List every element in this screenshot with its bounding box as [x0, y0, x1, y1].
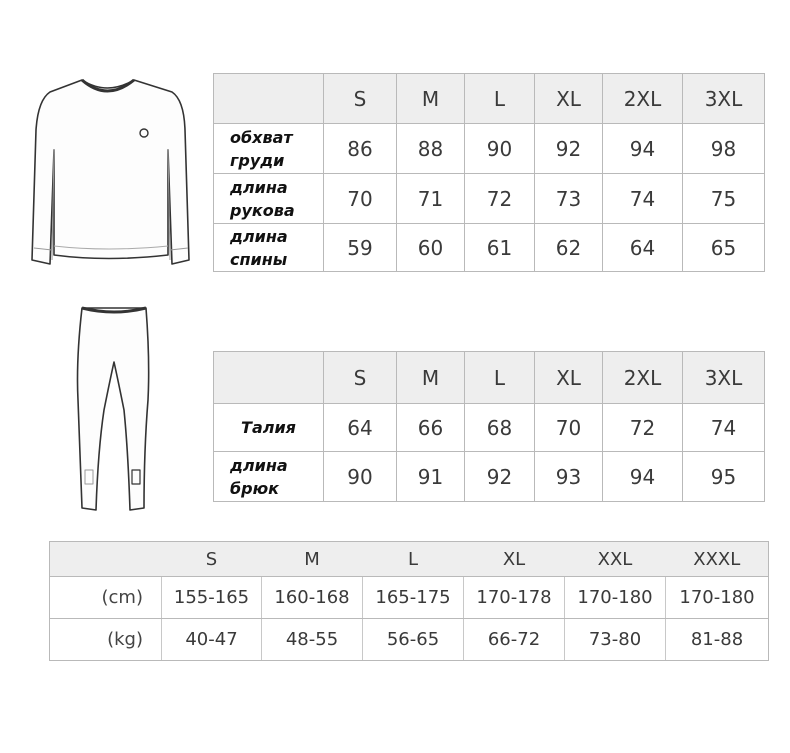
value-cell: 92: [465, 452, 535, 502]
row-label: длина брюк: [214, 452, 324, 502]
value-cell: 155-165: [162, 577, 262, 619]
value-cell: 74: [603, 174, 683, 224]
leggings-icon: [68, 300, 158, 515]
table-row: [214, 124, 765, 174]
value-cell: 81-88: [666, 619, 769, 661]
row-label: длина рукова: [214, 174, 324, 224]
table-row: [214, 452, 765, 502]
size-label: S: [324, 352, 397, 404]
value-cell: 94: [603, 452, 683, 502]
size-label: XL: [464, 542, 565, 577]
value-cell: 92: [535, 124, 603, 174]
size-header-row: [214, 352, 765, 404]
value-cell: 91: [397, 452, 465, 502]
value-cell: 88: [397, 124, 465, 174]
unit-label: (cm): [50, 577, 162, 619]
value-cell: 71: [397, 174, 465, 224]
size-label: XL: [535, 352, 603, 404]
value-cell: 98: [683, 124, 765, 174]
value-cell: 61: [465, 224, 535, 272]
pants-size-table: [213, 351, 765, 502]
value-cell: 73: [535, 174, 603, 224]
value-cell: 86: [324, 124, 397, 174]
value-cell: 165-175: [363, 577, 464, 619]
value-cell: 170-178: [464, 577, 565, 619]
size-label: XL: [535, 74, 603, 124]
size-label: L: [363, 542, 464, 577]
size-label: 2XL: [603, 74, 683, 124]
size-label: M: [262, 542, 363, 577]
value-cell: 93: [535, 452, 603, 502]
size-header-row: [50, 542, 769, 577]
value-cell: 170-180: [666, 577, 769, 619]
value-cell: 40-47: [162, 619, 262, 661]
value-cell: 64: [324, 404, 397, 452]
size-label: 2XL: [603, 352, 683, 404]
size-label: XXXL: [666, 542, 769, 577]
value-cell: 94: [603, 124, 683, 174]
value-cell: 90: [324, 452, 397, 502]
value-cell: 73-80: [565, 619, 666, 661]
size-label: S: [324, 74, 397, 124]
value-cell: 60: [397, 224, 465, 272]
value-cell: 66: [397, 404, 465, 452]
value-cell: 72: [603, 404, 683, 452]
table-row: [50, 577, 769, 619]
row-label: обхват груди: [214, 124, 324, 174]
size-label: L: [465, 74, 535, 124]
size-header-row: [214, 74, 765, 124]
unit-label: (kg): [50, 619, 162, 661]
long-sleeve-shirt-icon: [22, 70, 192, 275]
size-label: 3XL: [683, 74, 765, 124]
value-cell: 70: [535, 404, 603, 452]
value-cell: 68: [465, 404, 535, 452]
value-cell: 48-55: [262, 619, 363, 661]
table-row: [214, 224, 765, 272]
size-label: XXL: [565, 542, 666, 577]
value-cell: 56-65: [363, 619, 464, 661]
value-cell: 66-72: [464, 619, 565, 661]
size-label: S: [162, 542, 262, 577]
value-cell: 59: [324, 224, 397, 272]
row-label: длина спины: [214, 224, 324, 272]
value-cell: 95: [683, 452, 765, 502]
size-label: M: [397, 352, 465, 404]
corner-cell: [50, 542, 162, 577]
table-row: [50, 619, 769, 661]
value-cell: 74: [683, 404, 765, 452]
value-cell: 62: [535, 224, 603, 272]
value-cell: 72: [465, 174, 535, 224]
row-label: Талия: [214, 404, 324, 452]
table-row: [214, 404, 765, 452]
top-size-table: [213, 73, 765, 272]
table-row: [214, 174, 765, 224]
value-cell: 75: [683, 174, 765, 224]
height-weight-table: [49, 541, 769, 661]
corner-cell: [214, 352, 324, 404]
value-cell: 170-180: [565, 577, 666, 619]
value-cell: 65: [683, 224, 765, 272]
value-cell: 64: [603, 224, 683, 272]
corner-cell: [214, 74, 324, 124]
value-cell: 160-168: [262, 577, 363, 619]
size-label: 3XL: [683, 352, 765, 404]
size-label: L: [465, 352, 535, 404]
value-cell: 90: [465, 124, 535, 174]
value-cell: 70: [324, 174, 397, 224]
size-label: M: [397, 74, 465, 124]
